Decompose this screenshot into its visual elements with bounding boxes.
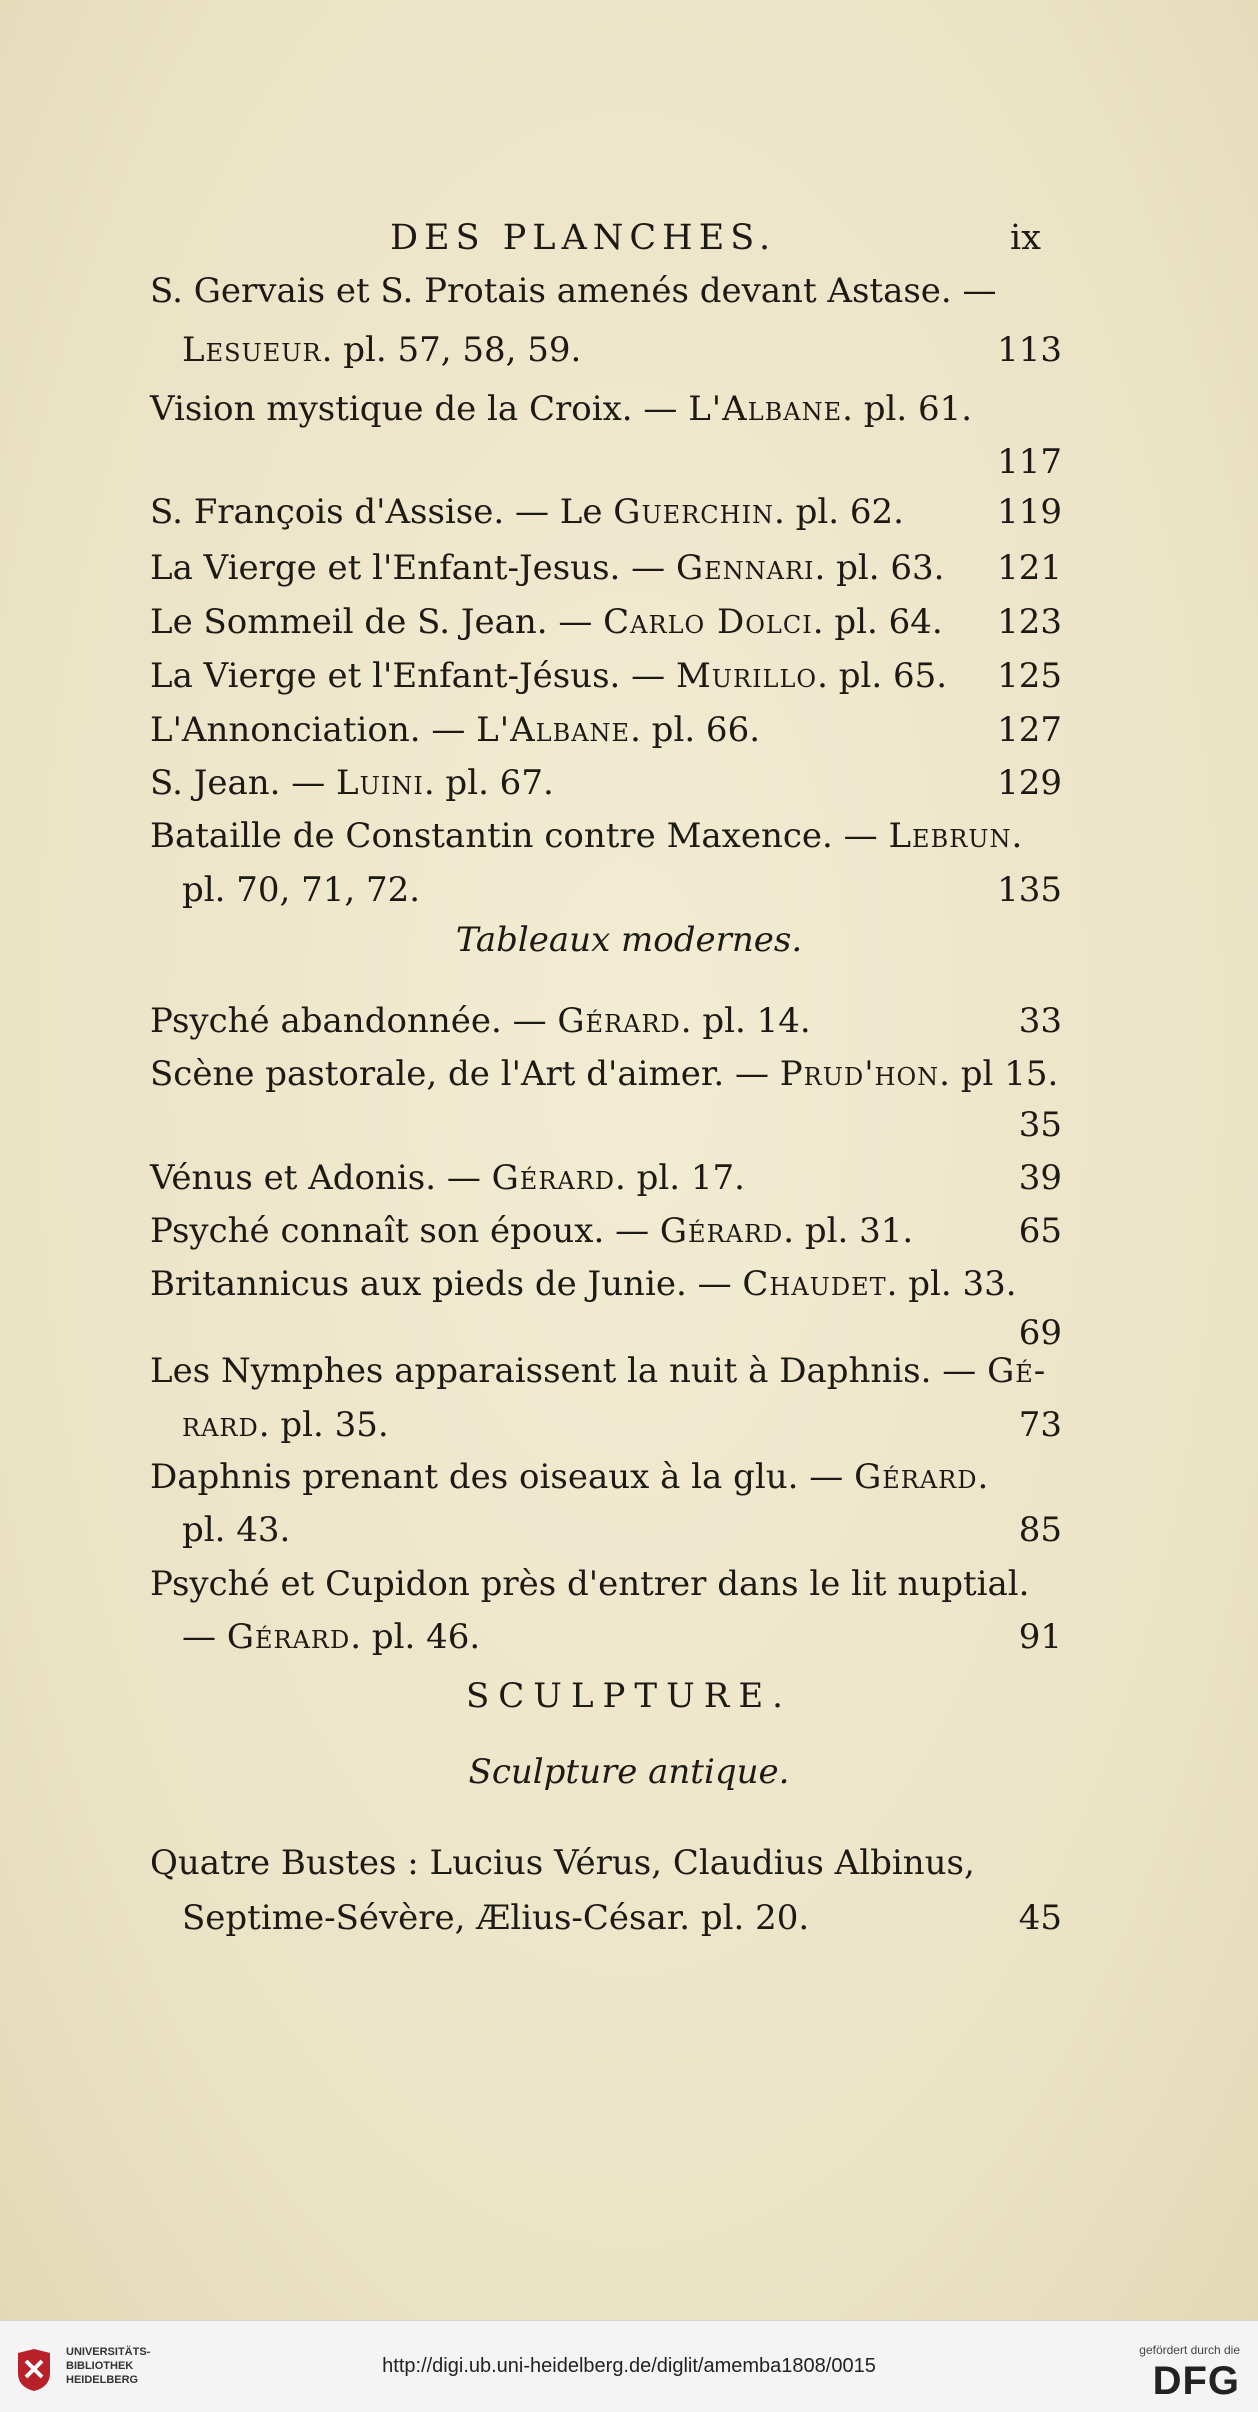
entry-plate: . pl. 67. <box>423 763 554 803</box>
entry-text: L'Annonciation. — <box>150 710 477 750</box>
entry-text: Psyché et Cupidon près d'entrer dans le lit nuptial. <box>150 1564 1030 1604</box>
section-heading-modern: Tableaux modernes. <box>455 920 803 960</box>
entry-page: 129 <box>997 763 1062 803</box>
entry-page: 125 <box>997 656 1062 696</box>
entry-text: Quatre Bustes : Lucius Vérus, Claudius Albinus, <box>150 1843 975 1883</box>
entry-artist: Gérard <box>226 1617 351 1657</box>
entry-artist: rard <box>182 1405 259 1445</box>
entry-page: 91 <box>1018 1617 1062 1657</box>
entry-plate: . pl. 61. <box>842 389 973 429</box>
page-url-link[interactable]: http://digi.ub.uni-heidelberg.de/diglit/amemba1808/0015 <box>382 2355 876 2377</box>
entry-text: La Vierge et l'Enfant-Jesus. — <box>150 548 676 588</box>
entry-text: pl. 43. <box>182 1510 291 1550</box>
list-item <box>150 758 1062 808</box>
entry-artist: Gé- <box>987 1351 1047 1391</box>
entry-plate: . pl. 14. <box>680 1001 811 1041</box>
entry-text: Vision mystique de la Croix. — <box>150 389 689 429</box>
entry-page: 39 <box>1018 1158 1062 1198</box>
viewer-footer <box>0 2320 1258 2412</box>
entry-artist: Lebrun <box>888 816 1012 856</box>
entry-text: Les Nymphes apparaissent la nuit à Daphnis. — <box>150 1351 988 1391</box>
entry-page: 121 <box>997 548 1062 588</box>
list-item <box>150 1838 1062 1888</box>
entry-artist: Luini <box>336 763 424 803</box>
entry-text: S. Gervais et S. Protais amenés devant Astase. — <box>150 271 997 311</box>
entry-plate: . pl. 64. <box>812 602 943 642</box>
entry-page: 127 <box>997 710 1062 750</box>
list-item <box>150 1400 1062 1450</box>
entry-artist: Gennari <box>675 548 815 588</box>
entry-text: Le Sommeil de S. Jean. — <box>150 602 604 642</box>
entry-artist: Gérard <box>659 1211 784 1251</box>
entry-page: 123 <box>997 602 1062 642</box>
entry-text: Psyché abandonnée. — <box>150 1001 558 1041</box>
entry-plate: . pl. 33. <box>886 1264 1017 1304</box>
entry-text: Bataille de Constantin contre Maxence. — <box>150 816 889 856</box>
entry-text: Septime-Sévère, Ælius-César. pl. 20. <box>182 1898 810 1938</box>
entry-artist: Gérard <box>491 1158 616 1198</box>
list-item <box>150 1049 1062 1099</box>
entry-page: 69 <box>1018 1313 1062 1353</box>
list-item <box>150 266 1062 316</box>
entry-plate: . pl. 57, 58, 59. <box>321 330 582 370</box>
entry-page: 45 <box>1018 1898 1062 1938</box>
entry-text: Scène pastorale, de l'Art d'aimer. — <box>150 1054 780 1094</box>
entry-artist: L'Albane <box>688 389 843 429</box>
entry-page: 35 <box>1018 1105 1062 1145</box>
list-item <box>150 384 1062 434</box>
list-item <box>150 325 1062 375</box>
page-header <box>0 218 1258 268</box>
entry-plate: . pl. 46. <box>350 1617 481 1657</box>
entry-text: — <box>182 1617 227 1657</box>
header-title: DES PLANCHES. <box>390 218 777 258</box>
entry-artist: L'Albane <box>476 710 631 750</box>
entry-text: S. François d'Assise. — Le <box>150 492 614 532</box>
list-item <box>150 865 1062 915</box>
list-item <box>150 543 1062 593</box>
entry-page: 117 <box>997 442 1062 482</box>
entry-artist: Gérard <box>854 1457 978 1497</box>
section-heading-sculpture: SCULPTURE. <box>466 1676 792 1716</box>
entry-text: La Vierge et l'Enfant-Jésus. — <box>150 656 676 696</box>
list-item <box>150 1612 1062 1662</box>
entry-page: 65 <box>1018 1211 1062 1251</box>
entry-plate: . pl. 62. <box>774 492 904 532</box>
entry-text: pl. 70, 71, 72. <box>182 870 421 910</box>
institution-name: UNIVERSITÄTS-BIBLIOTHEK HEIDELBERG <box>66 2346 151 2386</box>
section-heading-sculpture-antique: Sculpture antique. <box>468 1752 790 1792</box>
entry-page: 113 <box>997 330 1062 370</box>
list-item <box>150 811 1062 861</box>
entry-artist: Guerchin <box>613 492 775 532</box>
dfg-logo: DFG <box>1152 2359 1240 2403</box>
list-item <box>150 705 1062 755</box>
entry-text: Vénus et Adonis. — <box>150 1158 492 1198</box>
list-item <box>150 996 1062 1046</box>
list-item <box>150 1100 1062 1150</box>
entry-artist: Murillo <box>675 656 818 696</box>
list-item <box>150 437 1062 487</box>
list-item <box>150 651 1062 701</box>
page-number: ix <box>1010 218 1041 258</box>
entry-plate: . pl 15. <box>939 1054 1059 1094</box>
entry-plate: . pl. 35. <box>258 1405 389 1445</box>
entry-plate: . pl. 66. <box>630 710 761 750</box>
list-item <box>150 1346 1062 1396</box>
funding-caption: gefördert durch die <box>1139 2343 1240 2357</box>
list-item <box>150 1206 1062 1256</box>
entry-page: 85 <box>1018 1510 1062 1550</box>
entry-artist: Chaudet <box>742 1264 887 1304</box>
entry-text: S. Jean. — <box>150 763 337 803</box>
entry-page: 135 <box>997 870 1062 910</box>
entry-plate: . pl. 17. <box>615 1158 745 1198</box>
entry-page: 119 <box>997 492 1062 532</box>
entry-artist: Prud'hon <box>779 1054 940 1094</box>
entry-artist: Lesueur <box>182 330 322 370</box>
entry-text: Britannicus aux pieds de Junie. — <box>150 1264 743 1304</box>
list-item <box>150 1505 1062 1555</box>
list-item <box>150 1452 1062 1502</box>
entry-text: Daphnis prenant des oiseaux à la glu. — <box>150 1457 855 1497</box>
list-item <box>150 1559 1062 1609</box>
list-item <box>150 1259 1062 1309</box>
entry-plate: . <box>977 1457 989 1497</box>
list-item <box>150 487 1062 537</box>
entry-text: Psyché connaît son époux. — <box>150 1211 660 1251</box>
entry-plate: . <box>1011 816 1023 856</box>
list-item <box>150 1153 1062 1203</box>
entry-plate: . pl. 31. <box>783 1211 914 1251</box>
list-item <box>150 597 1062 647</box>
entry-plate: . pl. 65. <box>817 656 948 696</box>
list-item <box>150 1893 1062 1943</box>
entry-plate: . pl. 63. <box>814 548 945 588</box>
entry-page: 33 <box>1018 1001 1062 1041</box>
entry-artist: Gérard <box>557 1001 681 1041</box>
entry-artist: Carlo Dolci <box>603 602 813 642</box>
entry-page: 73 <box>1018 1405 1062 1445</box>
